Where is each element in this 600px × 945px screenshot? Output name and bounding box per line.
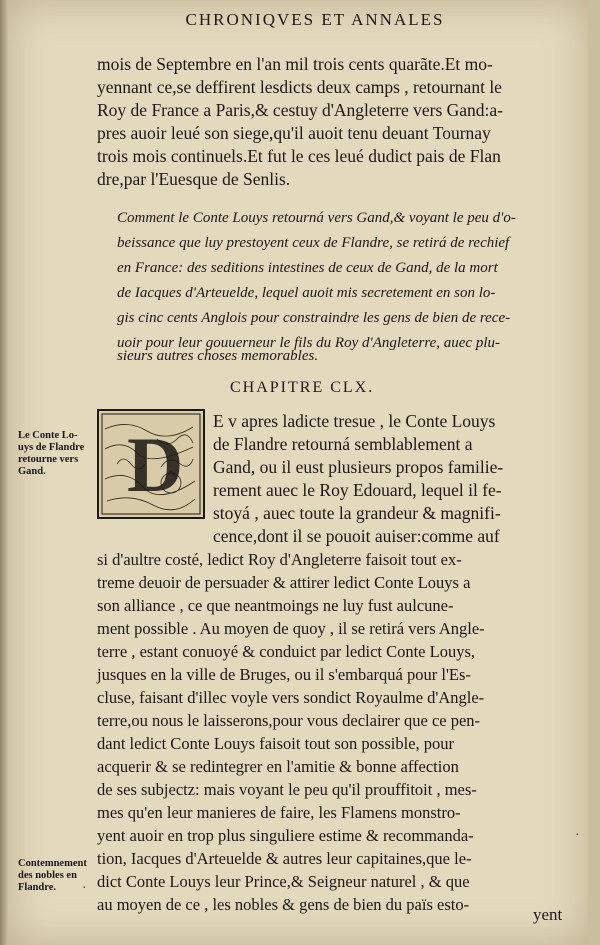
margin-note-line: Contemnement [18,858,87,869]
text-line: tion, Iacques d'Arteuelde & autres leur capitaines,que le- [97,849,472,868]
rubric-line: beissance que luy prestoyent ceux de Flandre, se retirá de rechief [117,235,510,251]
text-line: jusques en la ville de Bruges, ou il s'embarquá pour l'Es- [97,665,471,684]
chapter-title: CHAPITRE CLX. [230,379,375,396]
woodcut-initial-icon [97,409,205,519]
text-line: dant ledict Conte Louys faisoit tout son possible, pour [97,734,455,753]
running-head: CHRONIQVES ET ANNALES [185,10,445,29]
text-line: trois mois continuels.Et fut le ces leué dudict pais de Flan [97,146,501,166]
page-gutter-shadow [0,0,8,945]
text-line: E v apres ladicte tresue , le Conte Louys [213,411,496,431]
text-line: au moyen de ce , les nobles & gens de bien du païs esto- [97,895,470,914]
rubric-line: de Iacques d'Arteuelde, lequel auoit mis secretement en son lo- [117,285,496,301]
text-line: terre,ou nous le laisserons,pour vous declairer que ce pen- [97,711,481,730]
text-line: acquerir & se redintegrer en l'amitie & bonne affection [97,757,459,776]
rubric-line: uoir pour leur gouuerneur le fils du Roy d'Angleterre, auec plu- [117,335,501,351]
rubric-line: Comment le Conte Louys retourná vers Gand,& voyant le peu d'o- [117,210,516,226]
text-line: de Flandre retourná semblablement a [213,434,473,454]
decorated-initial [97,409,205,519]
text-line: rement auec le Roy Edouard, lequel il fe- [213,480,502,500]
margin-note-line: Gand. [18,466,46,477]
margin-mark-icon: · [575,828,580,843]
rubric-line: gis cinc cents Anglois pour constraindre les gens de bien de rece- [117,310,511,326]
margin-note-line: uys de Flandre [18,442,85,453]
text-line: Roy de France a Paris,& cestuy d'Angleterre vers Gand:a- [97,100,504,120]
text-line: treme deuoir de persuader & attirer ledict Conte Louys a [97,573,471,592]
text-line: dict Conte Louys leur Prince,& Seigneur naturel , & que [97,872,470,891]
text-line: mois de Septembre en l'an mil trois cents quarãte.Et mo- [97,54,493,74]
text-line: de ses subjectz: mais voyant le peu qu'il prouffitoit , mes- [97,780,477,799]
margin-mark-icon: · [82,881,87,896]
margin-note-line: des nobles en [18,870,77,881]
catchword: yent [533,905,563,924]
text-line: yent auoir en trop plus singuliere estime & recommanda- [97,826,474,845]
text-line: cluse, faisant d'illec voyle vers sondict Royaulme d'Angle- [97,688,485,707]
text-line: terre , estant conuoyé & conduict par ledict Conte Louys, [97,642,476,661]
initial-letter: D [127,421,184,508]
margin-note [18,430,84,478]
text-line: mes qu'en leur manieres de faire, les Flamens monstro- [97,803,461,822]
text-line: cence,dont il se pouoit auiser:comme auf [213,526,500,546]
rubric-line: en France: des seditions intestines de ceux de Gand, de la mort [117,260,498,276]
text-line: yennant ce,se deffirent lesdicts deux camps , retournant le [97,77,502,97]
text-line: dre,par l'Euesque de Senlis. [97,169,291,189]
text-line: stoyá , auec toute la grandeur & magnifi- [213,503,501,523]
margin-note [18,858,87,894]
margin-note-line: retourne vers [18,454,79,465]
text-line: pres auoir leué son siege,qu'il auoit tenu deuant Tournay [97,123,491,143]
margin-note-line: Flandre. [18,882,57,893]
text-line: son alliance , ce que neantmoings ne luy fust aulcune- [97,596,454,615]
text-line: Gand, ou il eust plusieurs propos familie- [213,457,504,477]
margin-note-line: Le Conte Lo- [18,430,78,441]
text-line: si d'aultre costé, ledict Roy d'Angleterre faisoit tout ex- [97,550,462,569]
rubric-line: sieurs autres choses memorables. [117,348,319,364]
text-line: ment possible . Au moyen de quoy , il se retirá vers Angle- [97,619,485,638]
